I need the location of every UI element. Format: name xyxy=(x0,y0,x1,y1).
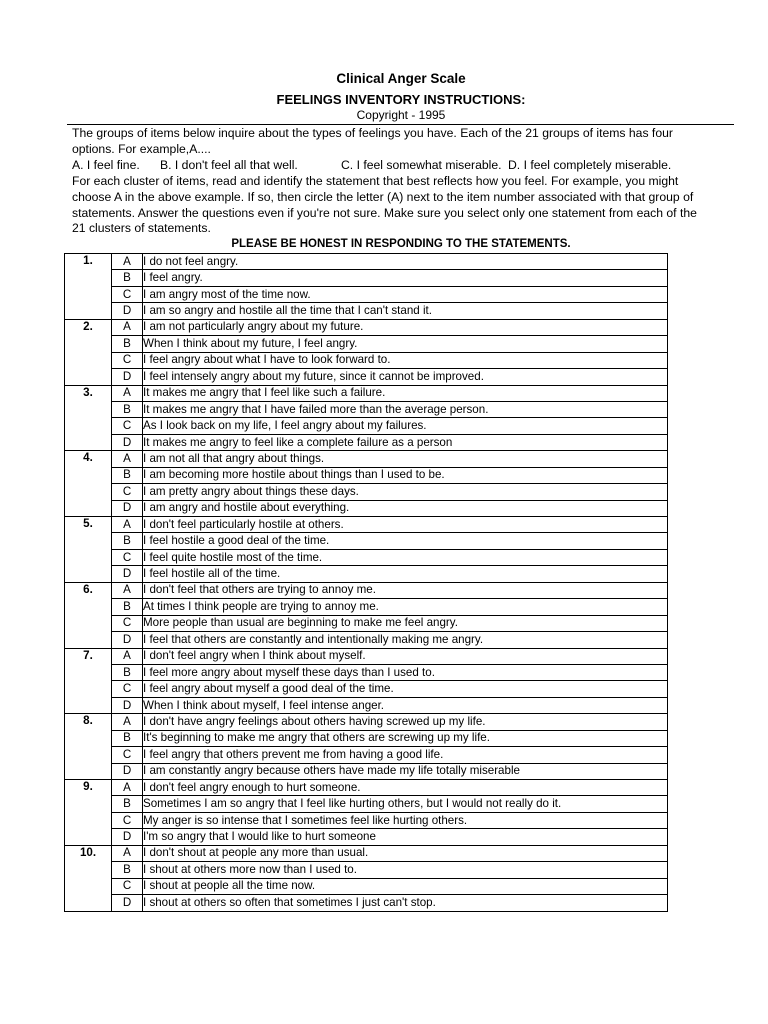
table-row xyxy=(65,369,668,385)
option-statement: It makes me angry that I feel like such a failure. xyxy=(143,385,668,401)
example-options-line xyxy=(72,157,736,173)
option-letter[interactable]: C xyxy=(112,418,143,434)
option-statement: It's beginning to make me angry that others are screwing up my life. xyxy=(143,730,668,746)
option-letter[interactable]: A xyxy=(112,780,143,796)
item-number: 5. xyxy=(65,517,112,583)
option-statement: I feel that others are constantly and intentionally making me angry. xyxy=(143,632,668,648)
option-letter[interactable]: C xyxy=(112,812,143,828)
option-letter[interactable]: D xyxy=(112,566,143,582)
option-statement: I do not feel angry. xyxy=(143,254,668,270)
option-letter[interactable]: D xyxy=(112,632,143,648)
option-statement: I am constantly angry because others have made my life totally miserable xyxy=(143,763,668,779)
option-statement: I am angry and hostile about everything. xyxy=(143,500,668,516)
inventory-table xyxy=(64,253,668,912)
option-statement: I don't shout at people any more than usual. xyxy=(143,845,668,861)
table-row xyxy=(65,730,668,746)
item-number: 3. xyxy=(65,385,112,451)
copyright-line: Copyright - 1995 xyxy=(356,108,446,122)
option-statement: More people than usual are beginning to make me feel angry. xyxy=(143,615,668,631)
option-statement: I feel angry about what I have to look forward to. xyxy=(143,352,668,368)
option-letter[interactable]: A xyxy=(112,582,143,598)
option-letter[interactable]: D xyxy=(112,500,143,516)
option-letter[interactable]: C xyxy=(112,286,143,302)
option-letter[interactable]: C xyxy=(112,747,143,763)
table-row xyxy=(65,895,668,911)
table-row xyxy=(65,517,668,533)
table-row xyxy=(65,467,668,483)
table-row xyxy=(65,878,668,894)
option-letter[interactable]: D xyxy=(112,434,143,450)
table-row xyxy=(65,845,668,861)
option-letter[interactable]: B xyxy=(112,336,143,352)
table-row xyxy=(65,434,668,450)
table-row xyxy=(65,319,668,335)
option-statement: I feel intensely angry about my future, since it cannot be improved. xyxy=(143,369,668,385)
option-statement: I shout at people all the time now. xyxy=(143,878,668,894)
item-number: 4. xyxy=(65,451,112,517)
table-row xyxy=(65,451,668,467)
option-letter[interactable]: B xyxy=(112,533,143,549)
option-statement: When I think about myself, I feel intense anger. xyxy=(143,697,668,713)
option-statement: It makes me angry to feel like a complete failure as a person xyxy=(143,434,668,450)
example-option-c: C. I feel somewhat miserable. xyxy=(341,158,502,172)
item-number: 10. xyxy=(65,845,112,911)
instructions-line-1: The groups of items below inquire about the types of feelings you have. Each of the 21 groups of items has four xyxy=(72,126,673,140)
option-statement: I feel hostile all of the time. xyxy=(143,566,668,582)
option-statement: I don't have angry feelings about others having screwed up my life. xyxy=(143,714,668,730)
option-letter[interactable]: D xyxy=(112,829,143,845)
instructions-line-2: options. For example,A.... xyxy=(72,142,211,156)
table-row xyxy=(65,352,668,368)
example-option-b: B. I don't feel all that well. xyxy=(160,158,298,172)
honesty-note: PLEASE BE HONEST IN RESPONDING TO THE STATEMENTS. xyxy=(231,238,571,250)
table-row xyxy=(65,615,668,631)
table-row xyxy=(65,747,668,763)
option-letter[interactable]: D xyxy=(112,763,143,779)
option-statement: My anger is so intense that I sometimes feel like hurting others. xyxy=(143,812,668,828)
option-statement: I shout at others more now than I used to. xyxy=(143,862,668,878)
option-statement: I don't feel angry enough to hurt someone. xyxy=(143,780,668,796)
option-statement: I am not particularly angry about my future. xyxy=(143,319,668,335)
option-statement: I feel angry about myself a good deal of the time. xyxy=(143,681,668,697)
option-letter[interactable]: A xyxy=(112,385,143,401)
option-statement: At times I think people are trying to annoy me. xyxy=(143,599,668,615)
option-letter[interactable]: A xyxy=(112,517,143,533)
option-statement: I feel hostile a good deal of the time. xyxy=(143,533,668,549)
table-row xyxy=(65,270,668,286)
table-row xyxy=(65,385,668,401)
option-statement: Sometimes I am so angry that I feel like hurting others, but I would not really do it. xyxy=(143,796,668,812)
option-letter[interactable]: B xyxy=(112,401,143,417)
option-statement: I feel angry that others prevent me from having a good life. xyxy=(143,747,668,763)
option-letter[interactable]: C xyxy=(112,681,143,697)
table-row xyxy=(65,681,668,697)
option-letter[interactable]: D xyxy=(112,303,143,319)
item-number: 1. xyxy=(65,254,112,320)
table-row xyxy=(65,582,668,598)
option-statement: I am angry most of the time now. xyxy=(143,286,668,302)
table-row xyxy=(65,697,668,713)
option-statement: I am so angry and hostile all the time that I can't stand it. xyxy=(143,303,668,319)
option-letter[interactable]: C xyxy=(112,352,143,368)
item-number: 6. xyxy=(65,582,112,648)
table-row xyxy=(65,796,668,812)
instructions-line-6: statements. Answer the questions even if you're not sure. Make sure you select only one statement from each of the xyxy=(72,206,697,220)
table-row xyxy=(65,829,668,845)
item-number: 8. xyxy=(65,714,112,780)
table-row xyxy=(65,401,668,417)
table-row xyxy=(65,500,668,516)
table-row xyxy=(65,812,668,828)
item-number: 2. xyxy=(65,319,112,385)
option-letter[interactable]: A xyxy=(112,254,143,270)
option-statement: I am pretty angry about things these days. xyxy=(143,484,668,500)
table-row xyxy=(65,303,668,319)
option-statement: I am becoming more hostile about things than I used to be. xyxy=(143,467,668,483)
table-row xyxy=(65,254,668,270)
option-letter[interactable]: D xyxy=(112,369,143,385)
table-row xyxy=(65,862,668,878)
table-row xyxy=(65,632,668,648)
option-letter[interactable]: A xyxy=(112,714,143,730)
instructions-line-7: 21 clusters of statements. xyxy=(72,221,211,235)
option-letter[interactable]: B xyxy=(112,664,143,680)
table-row xyxy=(65,549,668,565)
table-row xyxy=(65,780,668,796)
item-number: 9. xyxy=(65,780,112,846)
instructions-line-5: choose A in the above example. If so, then circle the letter (A) next to the item number associated with that group of xyxy=(72,190,694,204)
table-row xyxy=(65,336,668,352)
item-number: 7. xyxy=(65,648,112,714)
table-row xyxy=(65,664,668,680)
table-row xyxy=(65,648,668,664)
option-letter[interactable]: B xyxy=(112,270,143,286)
option-statement: I feel more angry about myself these days than I used to. xyxy=(143,664,668,680)
option-statement: I'm so angry that I would like to hurt someone xyxy=(143,829,668,845)
instructions-line-4: For each cluster of items, read and identify the statement that best reflects how you feel. For example, you might xyxy=(72,174,679,188)
inventory-table-body xyxy=(65,254,668,912)
instructions-heading: FEELINGS INVENTORY INSTRUCTIONS: xyxy=(276,92,526,107)
option-letter[interactable]: C xyxy=(112,549,143,565)
option-letter[interactable]: C xyxy=(112,615,143,631)
table-row xyxy=(65,599,668,615)
option-letter[interactable]: D xyxy=(112,895,143,911)
table-row xyxy=(65,714,668,730)
option-letter[interactable]: C xyxy=(112,484,143,500)
table-row xyxy=(65,533,668,549)
option-statement: I don't feel particularly hostile at others. xyxy=(143,517,668,533)
option-letter[interactable]: A xyxy=(112,451,143,467)
table-row xyxy=(65,484,668,500)
option-letter[interactable]: B xyxy=(112,599,143,615)
option-letter[interactable]: B xyxy=(112,796,143,812)
option-letter[interactable]: A xyxy=(112,648,143,664)
table-row xyxy=(65,286,668,302)
table-row xyxy=(65,763,668,779)
option-letter[interactable]: B xyxy=(112,862,143,878)
option-statement: When I think about my future, I feel angry. xyxy=(143,336,668,352)
option-statement: It makes me angry that I have failed more than the average person. xyxy=(143,401,668,417)
option-statement: I shout at others so often that sometimes I just can't stop. xyxy=(143,895,668,911)
table-row xyxy=(65,418,668,434)
option-statement: I am not all that angry about things. xyxy=(143,451,668,467)
option-statement: As I look back on my life, I feel angry about my failures. xyxy=(143,418,668,434)
option-statement: I don't feel that others are trying to annoy me. xyxy=(143,582,668,598)
option-statement: I feel quite hostile most of the time. xyxy=(143,549,668,565)
example-option-d: D. I feel completely miserable. xyxy=(508,158,672,172)
option-statement: I don't feel angry when I think about myself. xyxy=(143,648,668,664)
option-letter[interactable]: B xyxy=(112,467,143,483)
example-option-a: A. I feel fine. xyxy=(72,158,140,172)
option-letter[interactable]: A xyxy=(112,845,143,861)
option-letter[interactable]: B xyxy=(112,730,143,746)
option-letter[interactable]: D xyxy=(112,697,143,713)
page-title: Clinical Anger Scale xyxy=(336,71,466,86)
option-letter[interactable]: A xyxy=(112,319,143,335)
table-row xyxy=(65,566,668,582)
option-statement: I feel angry. xyxy=(143,270,668,286)
option-letter[interactable]: C xyxy=(112,878,143,894)
